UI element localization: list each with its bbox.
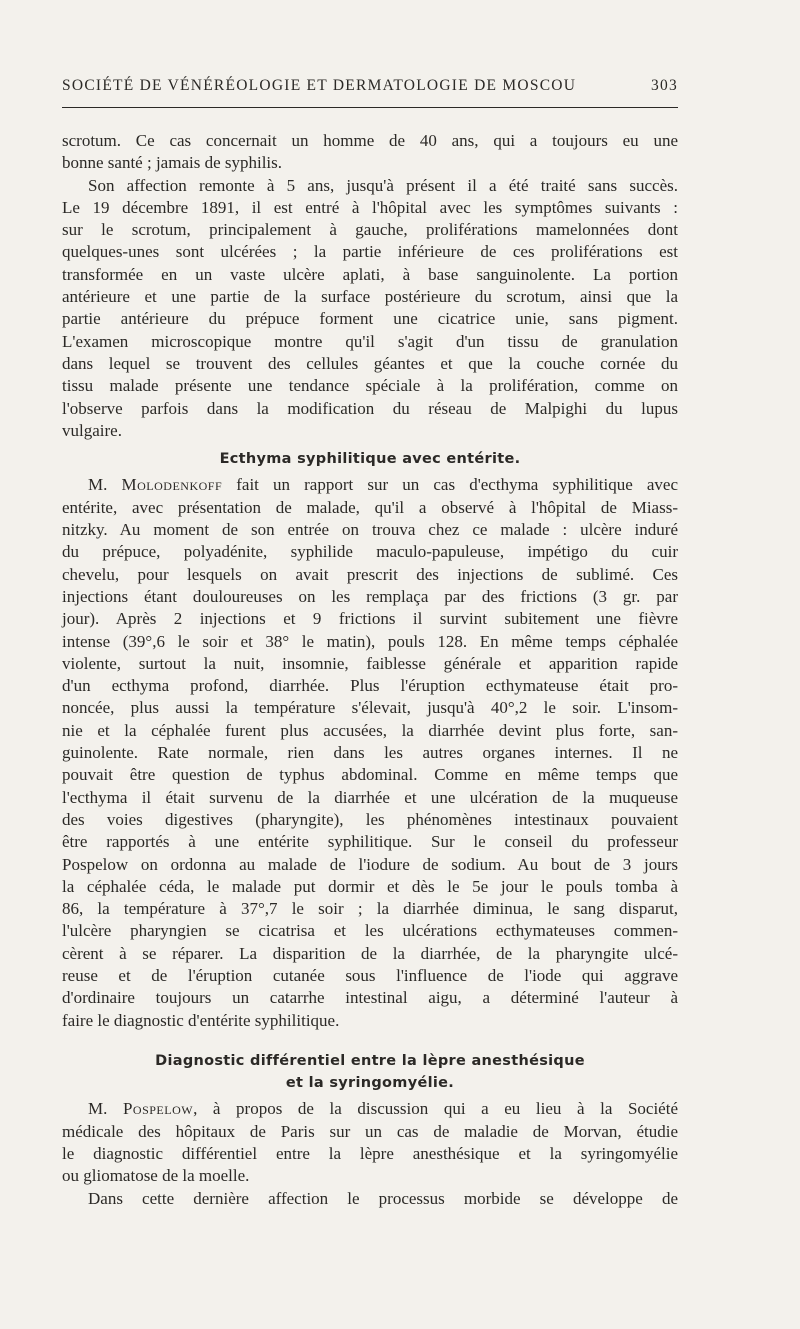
author-name: Pospelow [122,1099,194,1119]
section-heading-ecthyma: Ecthyma syphilitique avec entérite. [219,451,521,468]
text-line: tissu malade présente une tendance spéciale à la prolifération, comme on [62,376,678,396]
page-number: 303 [651,77,678,94]
text-line: L'examen microscopique montre qu'il s'agit d'un tissu de granulation [62,331,678,351]
text-line: l'ecthyma il était survenu de la diarrhée et une ulcération de la muqueuse [62,787,678,807]
text-line: guinolente. Rate normale, rien dans les autres organes internes. Il ne [62,743,678,763]
text-line: Le 19 décembre 1891, il est entré à l'hôpital avec les symptômes suivants : [62,197,678,217]
text-line: l'ulcère pharyngien se cicatrisa et les ulcérations ecthymateuses commen- [62,921,678,941]
text-line: du prépuce, polyadénite, syphilide maculo-papuleuse, impétigo du cuir [62,542,678,562]
text-line: antérieure et une partie de la surface postérieure du scrotum, ainsi que la [62,287,678,307]
paragraph-scrotum-continued [62,130,678,175]
text-line: reuse et de l'éruption cutanée sous l'influence de l'iode qui aggrave [62,965,678,985]
paragraph-syringomyelia [62,1188,678,1210]
text-line: intense (39°,6 le soir et 38° le matin), pouls 128. En même temps céphalée [62,631,678,651]
text-line: nitzky. Au moment de son entrée on trouva chez ce malade : ulcère induré [62,520,678,540]
running-head [62,76,678,96]
author-name: Molodenkoff [121,475,223,495]
text-line: sur le scrotum, principalement à gauche, proliférations mamelonnées dont [62,220,678,240]
text-line: médicale des hôpitaux de Paris sur un cas de maladie de Morvan, étudie [62,1121,678,1141]
text-line: faire le diagnostic d'entérite syphilitique. [62,1010,340,1030]
text-line: cèrent à se réparer. La disparition de la diarrhée, de la pharyngite ulcé- [62,943,678,963]
text-line: quelques-unes sont ulcérées ; la partie inférieure de ces proliférations est [62,242,678,262]
text-line: Pospelow on ordonna au malade de l'iodure de sodium. Au bout de 3 jours [62,854,678,874]
text-line: le diagnostic différentiel entre la lèpre anesthésique et la syringomyélie [62,1144,678,1164]
text-lead: M. [88,475,122,495]
text-line: noncée, plus aussi la température s'élevait, jusqu'à 40°,2 le soir. L'insom- [62,698,678,718]
text-lead: M. [88,1099,123,1119]
text-line: des voies digestives (pharyngite), les phénomènes intestinaux pouvaient [62,809,678,829]
paragraph-pospelow-diagnostic [62,1098,678,1187]
text-line: pouvait être question de typhus abdominal. Comme en même temps que [62,765,678,785]
heading-line: Diagnostic différentiel entre la lèpre anesthésique [155,1052,585,1069]
text-line: nie et la céphalée furent plus accusées, la diarrhée devint plus forte, san- [62,720,678,740]
text-line: être rapportés à une entérite syphilitique. Sur le conseil du professeur [62,832,678,852]
text-line: d'un ecthyma profond, diarrhée. Plus l'éruption ecthymateuse était pro- [62,676,678,696]
text-line: dans lequel se trouvent des cellules géantes et que la couche cornée du [62,353,678,373]
header-rule [62,107,678,108]
text-line: bonne santé ; jamais de syphilis. [62,153,283,173]
text-line [62,474,678,496]
body-text [62,130,678,1210]
text-line: chevelu, pour lesquels on avait prescrit des injections de sublimé. Ces [62,564,678,584]
heading-line: et la syringomyélie. [285,1075,455,1092]
text-line: violente, surtout la nuit, insomnie, faiblesse générale et apparition rapide [62,653,678,673]
text-fragment: , à propos de la discussion qui a eu lieu à la Société [193,1099,678,1119]
text-line: Dans cette dernière affection le processus morbide se développe de [88,1188,678,1208]
running-head-title: SOCIÉTÉ DE VÉNÉRÉOLOGIE ET DERMATOLOGIE DE MOSCOU [62,77,577,94]
text-line: injections étant douloureuses on les remplaça par des frictions (3 gr. par [62,586,678,606]
text-line: partie antérieure du prépuce forment une cicatrice unie, sans pigment. [62,309,678,329]
text-line: vulgaire. [62,420,122,440]
text-line: transformée en un vaste ulcère aplati, à base sanguinolente. La portion [62,264,678,284]
text-line: entérite, avec présentation de malade, qu'il a observé à l'hôpital de Miass- [62,497,678,517]
text-line: Son affection remonte à 5 ans, jusqu'à présent il a été traité sans succès. [88,175,678,195]
text-line: ou gliomatose de la moelle. [62,1166,250,1186]
paragraph-case-history [62,175,678,443]
text-line: la céphalée céda, le malade put dormir et dès le 5e jour le pouls tomba à [62,876,678,896]
text-line: d'ordinaire toujours un catarrhe intestinal aigu, a déterminé l'auteur à [62,988,678,1008]
text-line [62,1098,678,1120]
paragraph-molodenkoff-report [62,474,678,1031]
text-line: l'observe parfois dans la modification du réseau de Malpighi du lupus [62,398,678,418]
section-heading-diagnostic [62,1050,678,1095]
text-line: 86, la température à 37°,7 le soir ; la diarrhée diminua, le sang disparut, [62,899,678,919]
text-line: jour). Après 2 injections et 9 frictions il survint subitement une fièvre [62,609,678,629]
text-fragment: fait un rapport sur un cas d'ecthyma syphilitique avec [222,475,678,495]
text-line: scrotum. Ce cas concernait un homme de 40 ans, qui a toujours eu une [62,131,678,150]
